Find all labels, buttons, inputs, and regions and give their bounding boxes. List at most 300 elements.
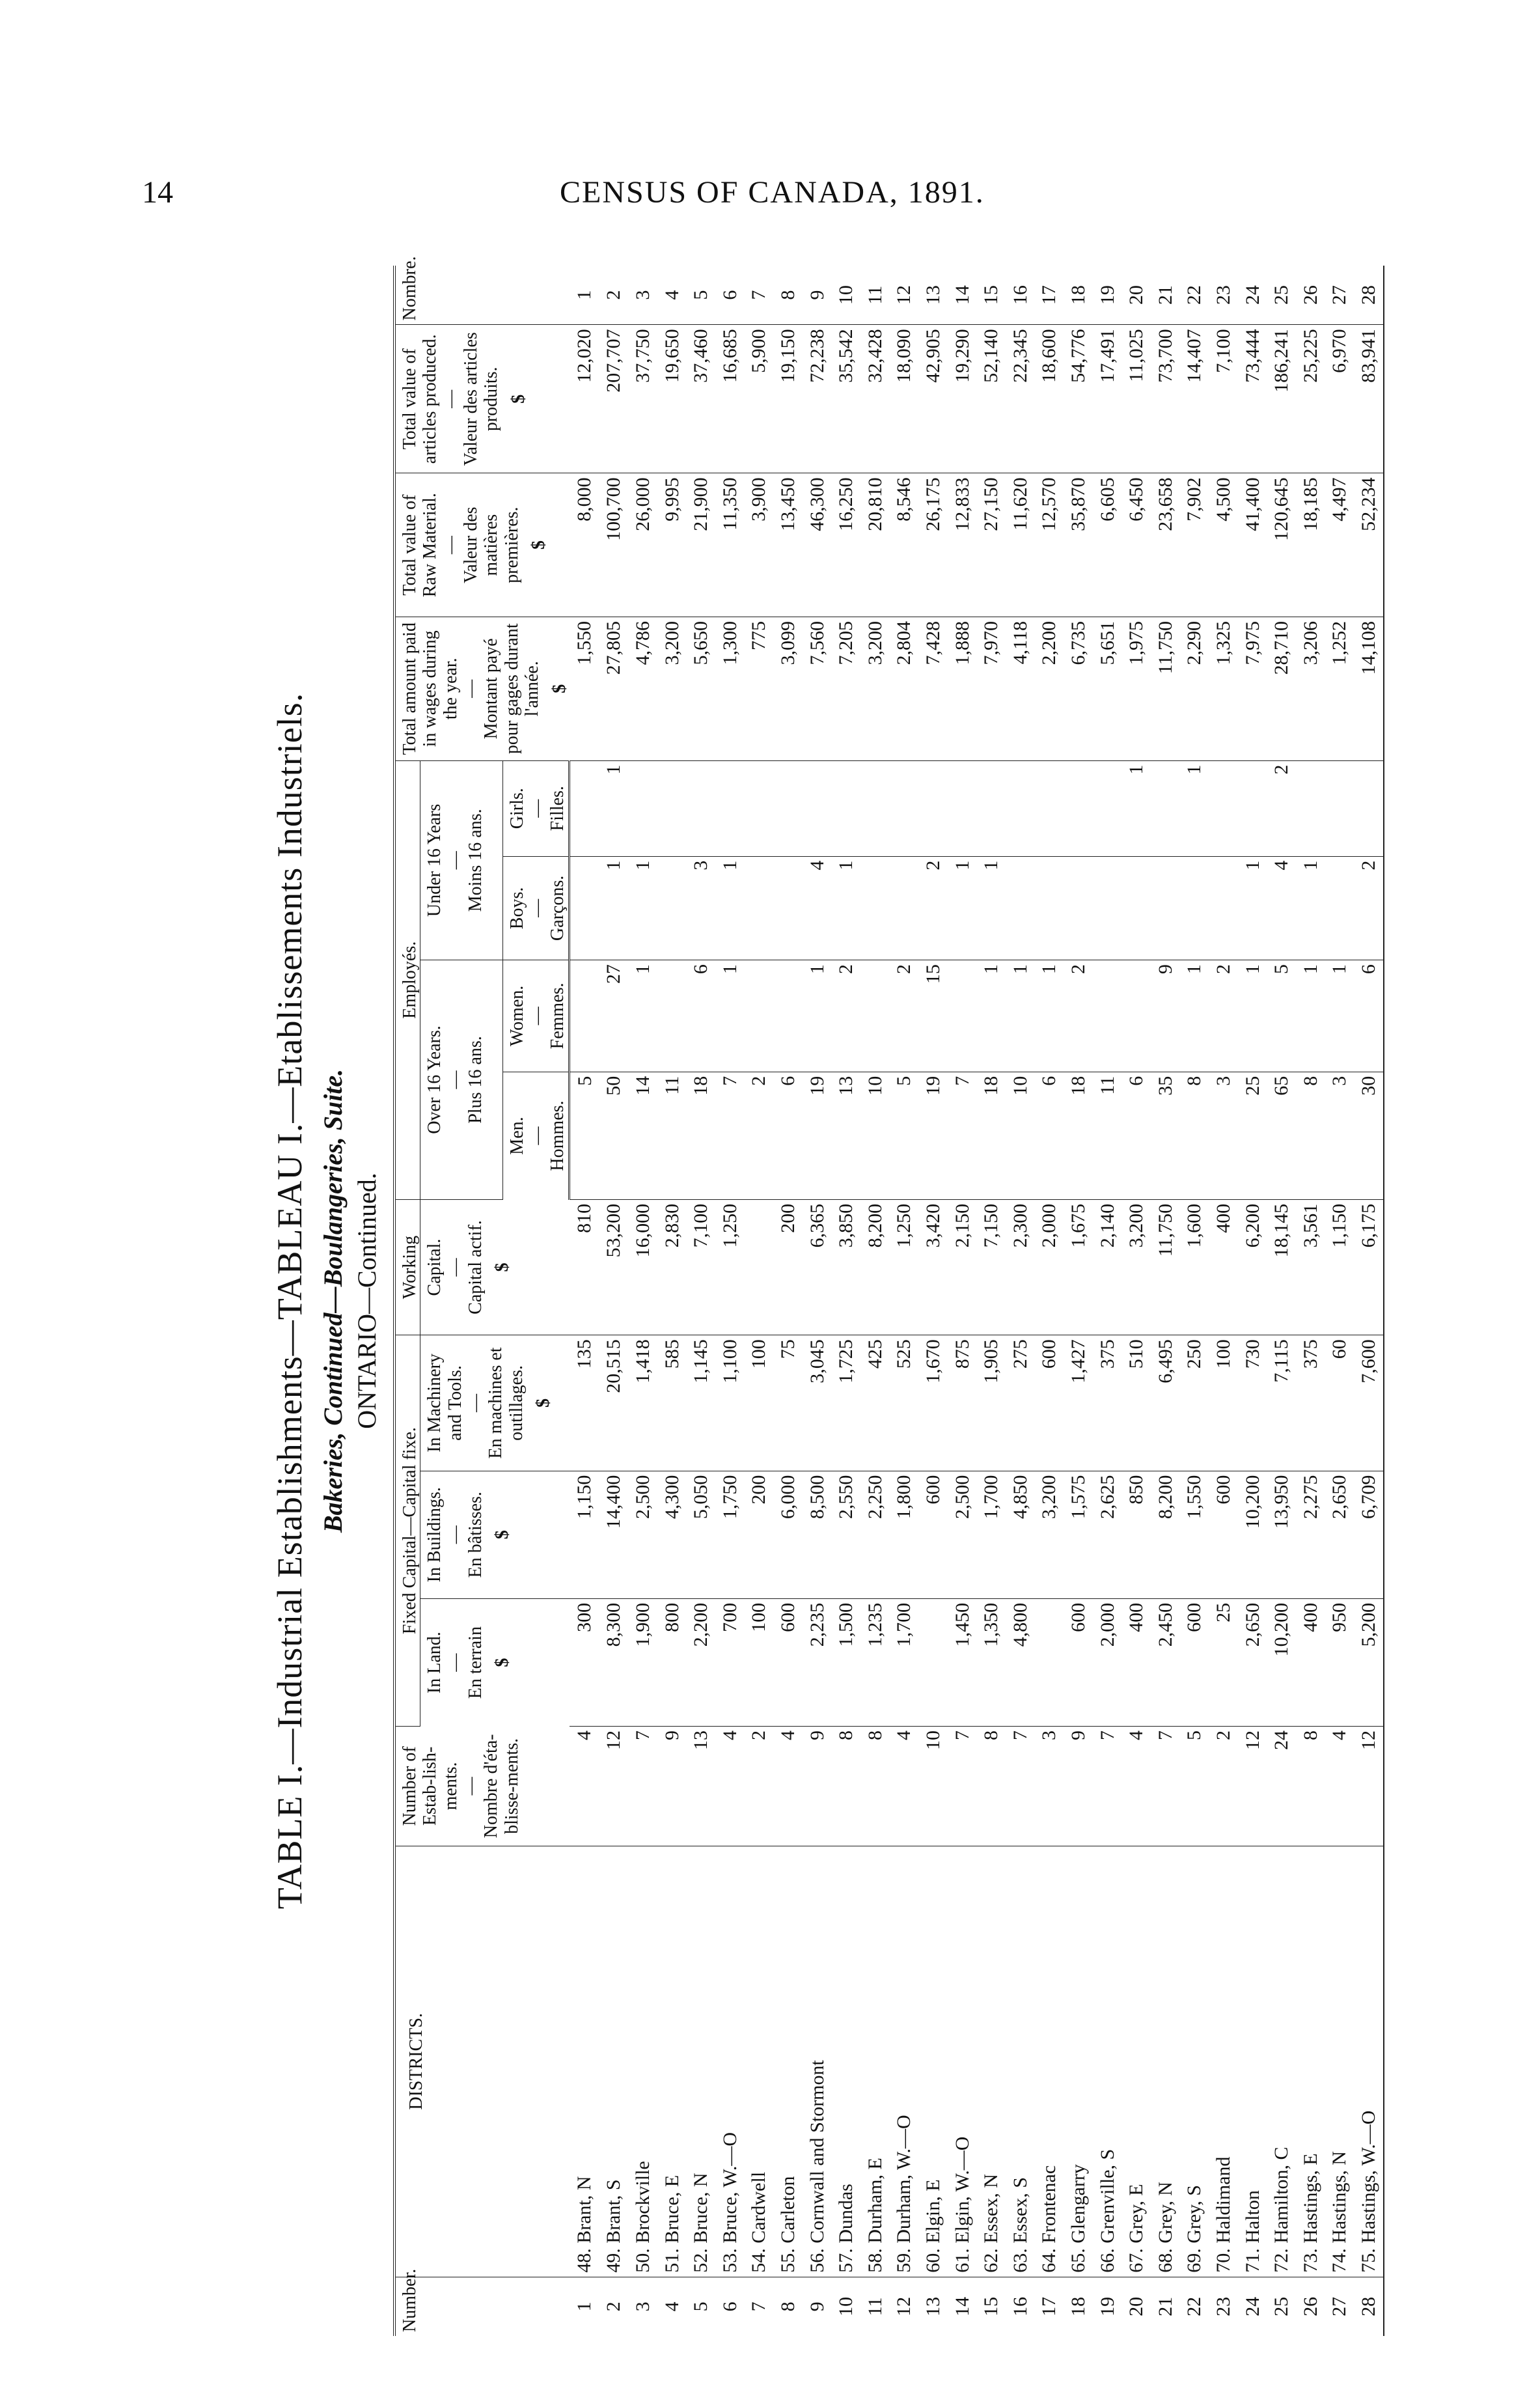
table-cell: 4,850: [1006, 1471, 1035, 1598]
table-cell: 100: [1209, 1335, 1238, 1471]
district-name: 65. Glengarry: [1064, 1846, 1093, 2277]
table-cell: 60: [1325, 1335, 1354, 1471]
table-cell: [890, 760, 919, 856]
table-cell: 875: [948, 1335, 977, 1471]
table-cell: 2: [745, 1072, 774, 1199]
table-cell: 12: [1238, 1726, 1267, 1846]
table-cell: 24: [1267, 1726, 1297, 1846]
table-cell: 5,900: [745, 325, 774, 473]
table-cell: [657, 760, 687, 856]
table-cell: 3,200: [860, 617, 890, 760]
table-cell: 1: [1238, 960, 1267, 1072]
table-cell: 46,300: [803, 473, 832, 617]
table-cell: 1,725: [832, 1335, 861, 1471]
table-cell: 5: [570, 1072, 599, 1199]
header-over-16: Over 16 Years. — Plus 16 ans.: [420, 960, 502, 1200]
table-cell: 8,500: [803, 1471, 832, 1598]
district-name: 63. Essex, S: [1006, 1846, 1035, 2277]
table-cell: 18: [1064, 1072, 1093, 1199]
table-cell: 27,150: [977, 473, 1006, 617]
table-cell: 2,550: [832, 1471, 861, 1598]
header-nombre: Nombre.: [394, 266, 570, 325]
table-cell: 200: [774, 1199, 803, 1335]
table-cell: 25: [1238, 1072, 1267, 1199]
table-cell: 11: [1093, 1072, 1122, 1199]
table-cell: 7,205: [832, 617, 861, 760]
table-cell: 2: [1267, 760, 1297, 856]
table-cell: 13: [687, 1726, 716, 1846]
table-row: [745, 266, 774, 2336]
table-body: [570, 266, 1384, 2336]
table-cell: 5,200: [1354, 1598, 1384, 1726]
row-number: 27: [1328, 2296, 1351, 2316]
table-cell: 1,325: [1209, 617, 1238, 760]
table-cell: 1: [599, 760, 629, 856]
table-cell: [657, 960, 687, 1072]
table-cell: 7: [1093, 1726, 1122, 1846]
row-number: 27: [1325, 266, 1354, 325]
table-cell: 400: [1122, 1598, 1151, 1726]
table-cell: 2: [919, 856, 948, 960]
table-cell: 1,550: [570, 617, 599, 760]
table-cell: 3: [1325, 1072, 1354, 1199]
table-cell: [1122, 856, 1151, 960]
table-cell: 3,561: [1296, 1199, 1325, 1335]
table-cell: 6,175: [1354, 1199, 1384, 1335]
table-cell: 4: [774, 1726, 803, 1846]
table-cell: 5,651: [1093, 617, 1122, 760]
row-number: 19: [1093, 266, 1122, 325]
table-cell: 2,200: [1035, 617, 1064, 760]
table-cell: 275: [1006, 1335, 1035, 1471]
table-cell: [1325, 760, 1354, 856]
row-number: 6: [715, 266, 745, 325]
table-cell: 14,108: [1354, 617, 1384, 760]
table-cell: [570, 856, 599, 960]
table-cell: [1093, 760, 1122, 856]
table-cell: 26,000: [629, 473, 658, 617]
row-number: 20: [1125, 2296, 1148, 2316]
table-cell: 1,350: [977, 1598, 1006, 1726]
table-cell: 9: [1151, 960, 1180, 1072]
table-cell: 8: [1180, 1072, 1209, 1199]
table-cell: 11,750: [1151, 617, 1180, 760]
table-cell: 4: [1325, 1726, 1354, 1846]
table-cell: 425: [860, 1335, 890, 1471]
row-number: 13: [922, 2296, 944, 2316]
table-cell: 400: [1296, 1598, 1325, 1726]
table-cell: 2,000: [1035, 1199, 1064, 1335]
table-cell: 3,900: [745, 473, 774, 617]
table-cell: 3: [687, 856, 716, 960]
census-table: [393, 256, 1384, 2336]
table-cell: 3,045: [803, 1335, 832, 1471]
table-cell: 50: [599, 1072, 629, 1199]
table-row: [977, 266, 1006, 2336]
table-cell: 7: [1151, 1726, 1180, 1846]
row-number: 20: [1122, 266, 1151, 325]
table-cell: 10,200: [1238, 1471, 1267, 1598]
table-cell: 1,750: [715, 1471, 745, 1598]
table-cell: 1,675: [1064, 1199, 1093, 1335]
table-cell: 2,450: [1151, 1598, 1180, 1726]
table-cell: [629, 760, 658, 856]
table-cell: 1: [803, 960, 832, 1072]
table-cell: 2: [1209, 960, 1238, 1072]
table-cell: 7: [715, 1072, 745, 1199]
table-cell: 3: [1209, 1072, 1238, 1199]
table-cell: 2,500: [948, 1471, 977, 1598]
table-cell: 1: [1006, 960, 1035, 1072]
table-cell: 7,600: [1354, 1335, 1384, 1471]
table-cell: 375: [1093, 1335, 1122, 1471]
row-number: 24: [1241, 2296, 1263, 2316]
table-row: [774, 266, 803, 2336]
table-cell: 35: [1151, 1072, 1180, 1199]
table-cell: 9,995: [657, 473, 687, 617]
table-cell: 600: [1035, 1335, 1064, 1471]
row-number: 25: [1267, 266, 1297, 325]
table-cell: 11,750: [1151, 1199, 1180, 1335]
district-name: 52. Bruce, N: [687, 1846, 716, 2277]
header-women: Women. — Femmes.: [502, 960, 570, 1072]
table-row: [1296, 266, 1325, 2336]
table-cell: 35,870: [1064, 473, 1093, 617]
row-number: 17: [1038, 2296, 1060, 2316]
table-row: [629, 266, 658, 2336]
table-cell: 4: [1122, 1726, 1151, 1846]
table-row: [1267, 266, 1297, 2336]
table-cell: [1035, 760, 1064, 856]
table-cell: 1: [1122, 760, 1151, 856]
table-cell: 1,250: [715, 1199, 745, 1335]
table-cell: 53,200: [599, 1199, 629, 1335]
table-cell: 300: [570, 1598, 599, 1726]
table-cell: 32,428: [860, 325, 890, 473]
table-cell: 1,145: [687, 1335, 716, 1471]
table-cell: 4: [1267, 856, 1297, 960]
row-number: 14: [948, 266, 977, 325]
rotated-table-frame: [269, 256, 1428, 2336]
header-employes: Employés.: [394, 760, 420, 1199]
table-cell: [1006, 760, 1035, 856]
table-cell: 7: [1006, 1726, 1035, 1846]
table-cell: 2,140: [1093, 1199, 1122, 1335]
table-cell: 75: [774, 1335, 803, 1471]
table-cell: 14: [629, 1072, 658, 1199]
table-cell: 20,515: [599, 1335, 629, 1471]
header-men: Men. — Hommes.: [502, 1072, 570, 1199]
table-cell: 2: [1064, 960, 1093, 1072]
table-row: [1151, 266, 1180, 2336]
table-cell: 4,118: [1006, 617, 1035, 760]
row-number: 22: [1183, 2296, 1205, 2316]
table-row: [599, 266, 629, 2336]
header-land: In Land. — En terrain $: [420, 1598, 570, 1726]
table-row: [570, 266, 599, 2336]
table-cell: 2: [832, 960, 861, 1072]
table-cell: 1,500: [832, 1598, 861, 1726]
table-cell: 2,300: [1006, 1199, 1035, 1335]
district-name: 69. Grey, S: [1180, 1846, 1209, 2277]
table-cell: 7: [629, 1726, 658, 1846]
district-name: 50. Brockville: [629, 1846, 658, 2277]
table-cell: 7,150: [977, 1199, 1006, 1335]
row-number: 19: [1096, 2296, 1118, 2316]
district-name: 58. Durham, E: [860, 1846, 890, 2277]
row-number: 15: [980, 2296, 1002, 2316]
header-number: Number.: [394, 2277, 570, 2336]
table-cell: 1: [1325, 960, 1354, 1072]
table-cell: [832, 760, 861, 856]
table-cell: 72,238: [803, 325, 832, 473]
table-cell: 2: [1209, 1726, 1238, 1846]
table-cell: [1325, 856, 1354, 960]
table-cell: 15: [919, 960, 948, 1072]
table-cell: [745, 856, 774, 960]
table-cell: 3: [1035, 1726, 1064, 1846]
table-cell: 2,625: [1093, 1471, 1122, 1598]
table-cell: 1,450: [948, 1598, 977, 1726]
row-number: 17: [1035, 266, 1064, 325]
table-cell: 200: [745, 1471, 774, 1598]
table-cell: [1122, 960, 1151, 1072]
table-cell: 8: [832, 1726, 861, 1846]
table-cell: 26,175: [919, 473, 948, 617]
table-cell: 6,200: [1238, 1199, 1267, 1335]
table-cell: [1064, 760, 1093, 856]
table-cell: 5,650: [687, 617, 716, 760]
table-row: [657, 266, 687, 2336]
table-cell: [657, 856, 687, 960]
table-cell: 21,900: [687, 473, 716, 617]
table-cell: 1,888: [948, 617, 977, 760]
table-cell: 22,345: [1006, 325, 1035, 473]
row-number: 4: [657, 266, 687, 325]
table-cell: 4: [570, 1726, 599, 1846]
table-cell: 73,444: [1238, 325, 1267, 473]
table-cell: [860, 856, 890, 960]
header-raw-material: Total value of Raw Material. — Valeur des matières premières. $: [394, 473, 570, 617]
row-number: 2: [603, 2301, 625, 2312]
district-name: 73. Hastings, E: [1296, 1846, 1325, 2277]
header-buildings: In Buildings. — En bâtisses. $: [420, 1471, 570, 1598]
row-number: 16: [1006, 266, 1035, 325]
table-cell: 6,709: [1354, 1471, 1384, 1598]
table-cell: [1238, 760, 1267, 856]
table-cell: 11: [657, 1072, 687, 1199]
table-cell: 25,225: [1296, 325, 1325, 473]
district-name: 49. Brant, S: [599, 1846, 629, 2277]
table-cell: 3,850: [832, 1199, 861, 1335]
table-cell: 1,235: [860, 1598, 890, 1726]
district-name: 62. Essex, N: [977, 1846, 1006, 2277]
table-cell: 1,550: [1180, 1471, 1209, 1598]
table-cell: 9: [657, 1726, 687, 1846]
table-row: [1238, 266, 1267, 2336]
table-cell: 375: [1296, 1335, 1325, 1471]
table-cell: 8: [977, 1726, 1006, 1846]
district-name: 55. Carleton: [774, 1846, 803, 2277]
table-cell: 54,776: [1064, 325, 1093, 473]
table-cell: 7,115: [1267, 1335, 1297, 1471]
table-cell: 4,497: [1325, 473, 1354, 617]
table-cell: 1: [977, 856, 1006, 960]
table-cell: 2,200: [687, 1598, 716, 1726]
district-name: 48. Brant, N: [570, 1846, 599, 2277]
district-name: 66. Grenville, S: [1093, 1846, 1122, 2277]
table-cell: 3,206: [1296, 617, 1325, 760]
table-cell: 1: [629, 856, 658, 960]
table-cell: 1,427: [1064, 1335, 1093, 1471]
table-row: [890, 266, 919, 2336]
table-cell: 18,185: [1296, 473, 1325, 617]
table-cell: 28,710: [1267, 617, 1297, 760]
row-number: 3: [632, 2301, 654, 2312]
table-cell: 250: [1180, 1335, 1209, 1471]
table-cell: 510: [1122, 1335, 1151, 1471]
table-cell: 23,658: [1151, 473, 1180, 617]
table-cell: 7: [948, 1726, 977, 1846]
table-cell: 1: [1238, 856, 1267, 960]
header-working: Working: [394, 1199, 420, 1335]
row-number: 3: [629, 266, 658, 325]
table-cell: [1296, 760, 1325, 856]
table-cell: 6,970: [1325, 325, 1354, 473]
table-row: [1064, 266, 1093, 2336]
table-cell: [745, 960, 774, 1072]
table-cell: 5: [1180, 1726, 1209, 1846]
district-name: 70. Haldimand: [1209, 1846, 1238, 2277]
table-cell: 5: [1267, 960, 1297, 1072]
row-number: 11: [864, 2297, 886, 2316]
table-cell: 12,833: [948, 473, 977, 617]
table-cell: 65: [1267, 1072, 1297, 1199]
table-cell: 800: [657, 1598, 687, 1726]
table-cell: 1: [1296, 960, 1325, 1072]
table-cell: 2,275: [1296, 1471, 1325, 1598]
table-cell: 6: [1122, 1072, 1151, 1199]
table-cell: 16,250: [832, 473, 861, 617]
table-cell: 810: [570, 1199, 599, 1335]
header-machinery: In Machinery and Tools. — En machines et outillages. $: [420, 1335, 570, 1471]
table-cell: [919, 1598, 948, 1726]
table-cell: 11,025: [1122, 325, 1151, 473]
table-cell: 700: [715, 1598, 745, 1726]
table-cell: [890, 856, 919, 960]
row-number: 18: [1067, 2296, 1089, 2316]
table-cell: 1,300: [715, 617, 745, 760]
table-cell: [715, 760, 745, 856]
table-cell: 12: [599, 1726, 629, 1846]
row-number: 15: [977, 266, 1006, 325]
table-cell: [948, 760, 977, 856]
table-cell: 37,750: [629, 325, 658, 473]
table-cell: 7,428: [919, 617, 948, 760]
table-cell: 3,420: [919, 1199, 948, 1335]
table-row: [919, 266, 948, 2336]
table-cell: 3,200: [1122, 1199, 1151, 1335]
table-cell: 1: [715, 856, 745, 960]
table-cell: 1: [1035, 960, 1064, 1072]
table-cell: 5: [890, 1072, 919, 1199]
table-cell: 20,810: [860, 473, 890, 617]
table-cell: 52,234: [1354, 473, 1384, 617]
table-cell: 775: [745, 617, 774, 760]
row-number: 21: [1151, 266, 1180, 325]
table-cell: 35,542: [832, 325, 861, 473]
table-cell: 2,650: [1325, 1471, 1354, 1598]
row-number: 7: [748, 2301, 770, 2312]
table-cell: 27,805: [599, 617, 629, 760]
table-cell: 10: [919, 1726, 948, 1846]
table-cell: [1151, 856, 1180, 960]
table-cell: 135: [570, 1335, 599, 1471]
row-number: 23: [1212, 2296, 1234, 2316]
table-cell: 2,250: [860, 1471, 890, 1598]
row-number: 18: [1064, 266, 1093, 325]
table-cell: 11,620: [1006, 473, 1035, 617]
table-cell: 525: [890, 1335, 919, 1471]
table-cell: 1: [1180, 760, 1209, 856]
row-number: 21: [1154, 2296, 1176, 2316]
header-boys: Boys. — Garçons.: [502, 856, 570, 960]
table-cell: 950: [1325, 1598, 1354, 1726]
table-cell: [1209, 856, 1238, 960]
table-cell: 4,300: [657, 1471, 687, 1598]
row-number: 12: [893, 2296, 915, 2316]
table-cell: 19,290: [948, 325, 977, 473]
table-cell: 41,400: [1238, 473, 1267, 617]
table-cell: 3,099: [774, 617, 803, 760]
table-cell: 2,830: [657, 1199, 687, 1335]
table-row: [715, 266, 745, 2336]
table-cell: 1,250: [890, 1199, 919, 1335]
header-establishments: Number of Estab-lish-ments. — Nombre d'éta-blisse-ments.: [394, 1726, 570, 1846]
district-name: 71. Halton: [1238, 1846, 1267, 2277]
table-cell: 8,000: [570, 473, 599, 617]
table-cell: 207,707: [599, 325, 629, 473]
row-number: 26: [1296, 266, 1325, 325]
table-cell: 3,200: [657, 617, 687, 760]
table-cell: 1,900: [629, 1598, 658, 1726]
table-cell: 1: [629, 960, 658, 1072]
province-heading: ONTARIO—Continued.: [352, 1173, 381, 1429]
table-cell: 14,407: [1180, 325, 1209, 473]
table-cell: 6,495: [1151, 1335, 1180, 1471]
header-districts: DISTRICTS.: [394, 1846, 570, 2277]
district-name: 68. Grey, N: [1151, 1846, 1180, 2277]
table-cell: 1,150: [570, 1471, 599, 1598]
table-cell: 2,000: [1093, 1598, 1122, 1726]
table-cell: 8: [860, 1726, 890, 1846]
table-cell: 1: [832, 856, 861, 960]
row-number: 10: [835, 2296, 857, 2316]
row-number: 5: [687, 266, 716, 325]
table-cell: 6,000: [774, 1471, 803, 1598]
table-cell: 37,460: [687, 325, 716, 473]
table-cell: 2,804: [890, 617, 919, 760]
table-cell: [1093, 960, 1122, 1072]
table-cell: 1,700: [890, 1598, 919, 1726]
table-cell: 600: [774, 1598, 803, 1726]
header-under-16: Under 16 Years — Moins 16 ans.: [420, 760, 502, 960]
table-cell: 17,491: [1093, 325, 1122, 473]
table-row: [687, 266, 716, 2336]
row-number: 8: [777, 2301, 799, 2312]
table-cell: [948, 960, 977, 1072]
table-cell: 12,570: [1035, 473, 1064, 617]
